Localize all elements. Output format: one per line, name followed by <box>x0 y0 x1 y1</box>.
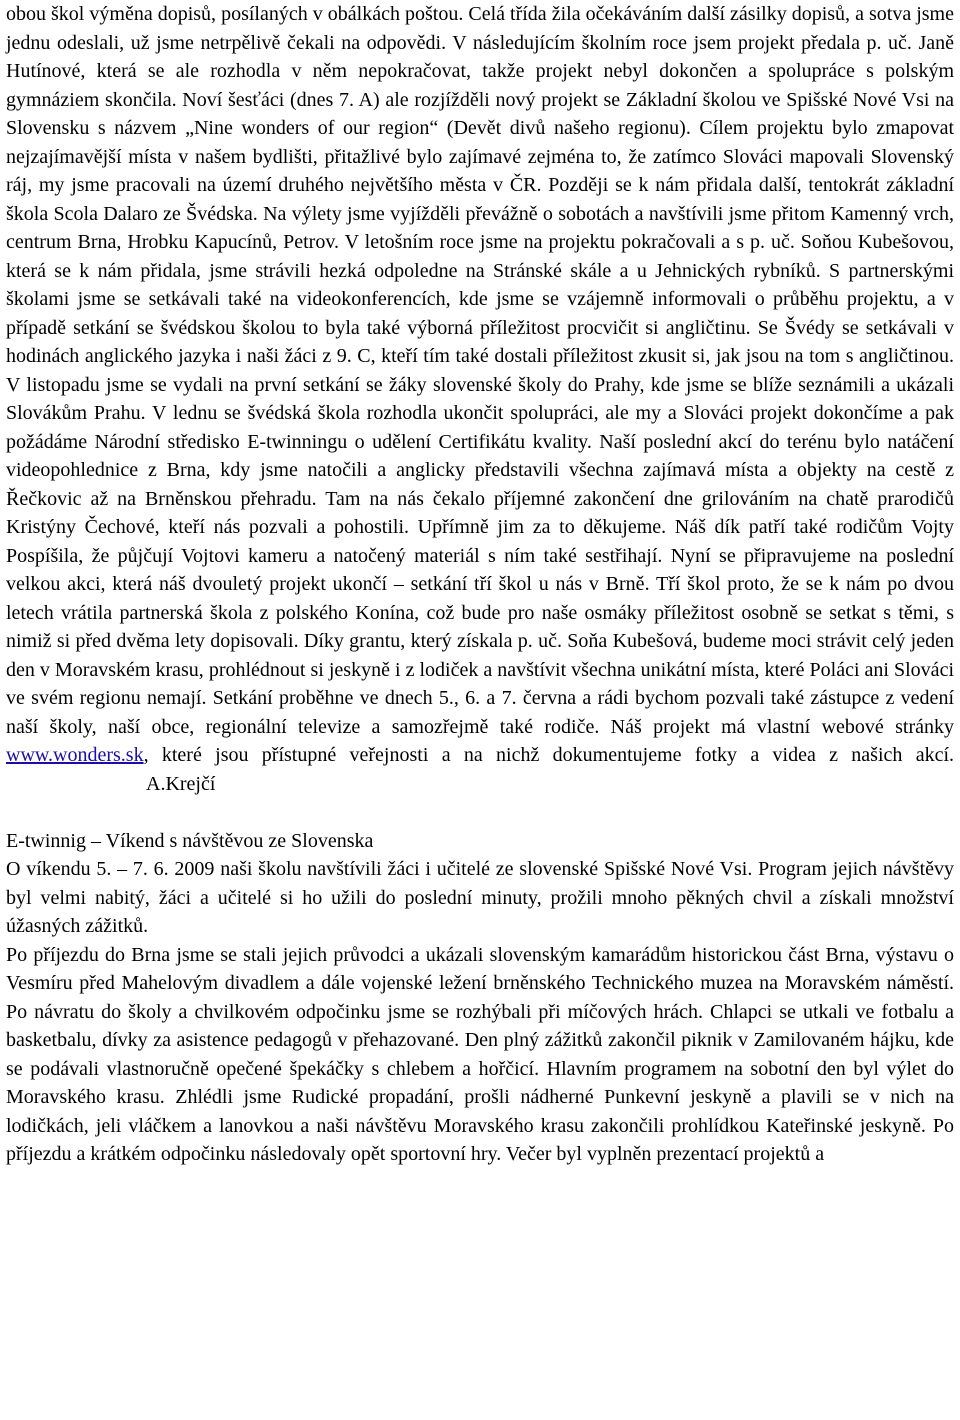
section-spacer <box>6 798 954 827</box>
article1-body: obou škol výměna dopisů, posílaných v obálkách poštou. Celá třída žila očekáváním další zásilky dopisů, a sotva jsme jednu odeslali, už jsme netrpělivě čekali na odpovědi. V následujícím školním roce jsem projekt předala p. uč. Janě Hutínové, která se ale rozhodla v něm nepokračovat, takže projekt nebyl dokončen a spolupráce s polským gymnáziem skončila. Noví šesťáci (dnes 7. A) ale rozjížděli nový projekt se Základní školou ve Spišské Nové Vsi na Slovensku s názvem „Nine wonders of our region“ (Devět divů našeho regionu). Cílem projektu bylo zmapovat nejzajímavější místa v našem bydlišti, přitažlivé bylo zajímavé zejména to, že zatímco Slováci mapovali Slovenský ráj, my jsme pracovali na území druhého největšího města v ČR. Později se k nám přidala další, tentokrát základní škola Scola Dalaro ze Švédska. Na výlety jsme vyjížděli převážně o sobotách a navštívili jsme přitom Kamenný vrch, centrum Brna, Hrobku Kapucínů, Petrov. V letošním roce jsme na projektu pokračovali a s p. uč. Soňou Kubešovou, která se k nám přidala, jsme strávili hezká odpoledne na Stránské skále a u Jehnických rybníků. S partnerskými školami jsme se setkávali také na videokonferencích, kde jsme se vzájemně informovali o průběhu projektu, a v případě setkání se švédskou školou to byla také výborná příležitost procvičit si angličtinu. Se Švédy se setkávali v hodinách anglického jazyka i naši žáci z 9. C, kteří tím také dostali příležitost zkusit si, jak jsou na tom s angličtinou. V listopadu jsme se vydali na první setkání se žáky slovenské školy do Prahy, kde jsme se blíže seznámili a ukázali Slovákům Prahu. V lednu se švédská škola rozhodla ukončit spolupráci, ale my a Slováci projekt dokončíme a pak požádáme Národní středisko E-twinningu o udělení Certifikátu kvality. Naší poslední akcí do terénu bylo natáčení videopohlednice z Brna, kdy jsme natočili a anglicky představili všechna zajímavá místa a objekty na cestě z Řečkovic až na Brněnskou přehradu. Tam na nás čekalo příjemné zakončení dne grilováním na chatě prarodičů Kristýny Čechové, kteří nás pozvali a pohostili. Upřímně jim za to děkujeme. Náš dík patří také rodičům Vojty Pospíšila, že půjčují Vojtovi kameru a natočený materiál s ním také sestřihají. Nyní se připravujeme na poslední velkou akci, která náš dvouletý projekt ukončí – setkání tří škol u nás v Brně. Tří škol proto, že se k nám po dvou letech vrátila partnerská škola z polského Konína, což bude pro naše osmáky příležitost osobně se setkat s těmi, s nimiž si před dvěma lety dopisovali. Díky grantu, který získala p. uč. Soňa Kubešová, budeme moci strávit celý jeden den v Moravském krasu, prohlédnout si jeskyně i z lodiček a navštívit všechna unikátní místa, které Poláci ani Slováci ve svém regionu nemají. Setkání proběhne ve dnech 5., 6. a 7. června a rádi bychom pozvali také zástupce z vedení naší školy, naší obce, regionální televize a samozřejmě také rodiče. Náš projekt má vlastní webové stránky <box>6 3 954 738</box>
article1-after-link: , které jsou přístupné veřejnosti a na nichž dokumentujeme fotky a videa z našich akcí. <box>143 744 954 766</box>
author-signature: A.Krejčí <box>146 772 216 795</box>
article1-paragraph <box>6 0 954 798</box>
wonders-website-link[interactable]: www.wonders.sk <box>6 744 144 766</box>
article2-paragraph-2: Po příjezdu do Brna jsme se stali jejich průvodci a ukázali slovenským kamarádům historickou část Brna, výstavu o Vesmíru před Mahelovým divadlem a dále vojenské ležení brněnského Technického muzea na Moravském náměstí. Po návratu do školy a chvilkovém odpočinku jsme se rozhýbali při míčových hrách. Chlapci se utkali ve fotbalu a basketbalu, dívky za asistence pedagogů v přehazované. Den plný zážitků zakončil piknik v Zamilovaném hájku, kde se podávali vlastnoručně opečené špekáčky s chlebem a hořčicí. Hlavním programem na sobotní den byl výlet do Moravského krasu. Zhlédli jsme Rudické propadání, prošli nádherné Punkevní jeskyně a plavili se v nich na lodičkách, jeli vláčkem a lanovkou a naši návštěvu Moravského krasu zakončili prohlídkou Kateřinské jeskyně. Po příjezdu a krátkém odpočinku následovaly opět sportovní hry. Večer byl vyplněn prezentací projektů a <box>6 943 954 1165</box>
article2-paragraph-1: O víkendu 5. – 7. 6. 2009 naši školu navštívili žáci i učitelé ze slovenské Spišské Nové Vsi. Program jejich návštěvy byl velmi nabitý, žáci a učitelé si ho užili do poslední minuty, prožili mnoho pěkných chvil a získali množství úžasných zážitků. <box>6 858 954 937</box>
article2-title: E-twinnig – Víkend s návštěvou ze Slovenska <box>6 829 374 852</box>
